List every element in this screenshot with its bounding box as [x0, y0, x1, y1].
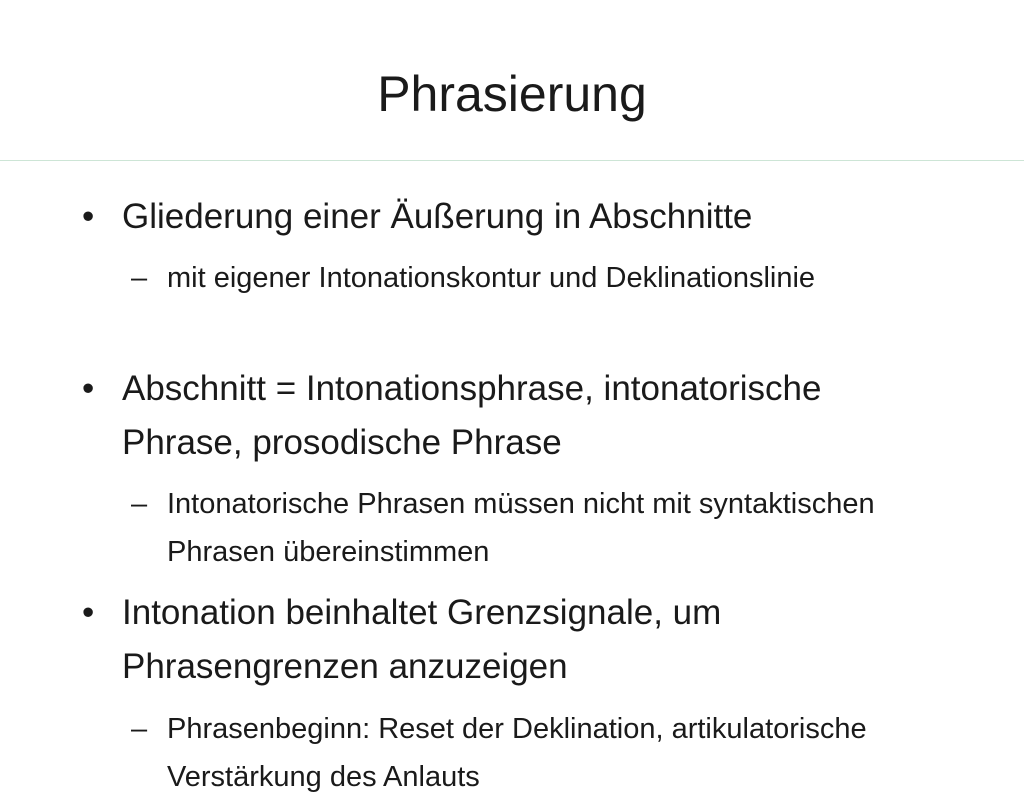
bullet-item — [82, 190, 942, 244]
sub-bullet-marker: – — [131, 488, 148, 520]
bullet-item — [82, 362, 942, 470]
bullet-text: Abschnitt = Intonationsphrase, intonatorische Phrase, prosodische Phrase — [122, 369, 822, 462]
bullet-marker: • — [82, 369, 95, 408]
bullet-item — [82, 586, 942, 694]
bullet-text: Intonation beinhaltet Grenzsignale, um Phrasengrenzen anzuzeigen — [122, 593, 722, 686]
sub-bullet-marker: – — [131, 713, 148, 745]
sub-bullet-item — [131, 254, 927, 302]
sub-bullet-item — [131, 480, 927, 576]
sub-bullet-marker: – — [131, 262, 148, 294]
sub-bullet-text: mit eigener Intonationskontur und Deklinationslinie — [167, 262, 816, 294]
sub-bullet-text: Phrasenbeginn: Reset der Deklination, artikulatorische Verstärkung des Anlauts — [167, 713, 867, 793]
bullet-marker: • — [82, 593, 95, 632]
bullet-marker: • — [82, 197, 95, 236]
bullet-text: Gliederung einer Äußerung in Abschnitte — [122, 197, 753, 236]
slide-title: Phrasierung — [377, 66, 647, 122]
sub-bullet-item — [131, 705, 927, 801]
sub-bullet-text: Intonatorische Phrasen müssen nicht mit syntaktischen Phrasen übereinstimmen — [167, 488, 875, 568]
